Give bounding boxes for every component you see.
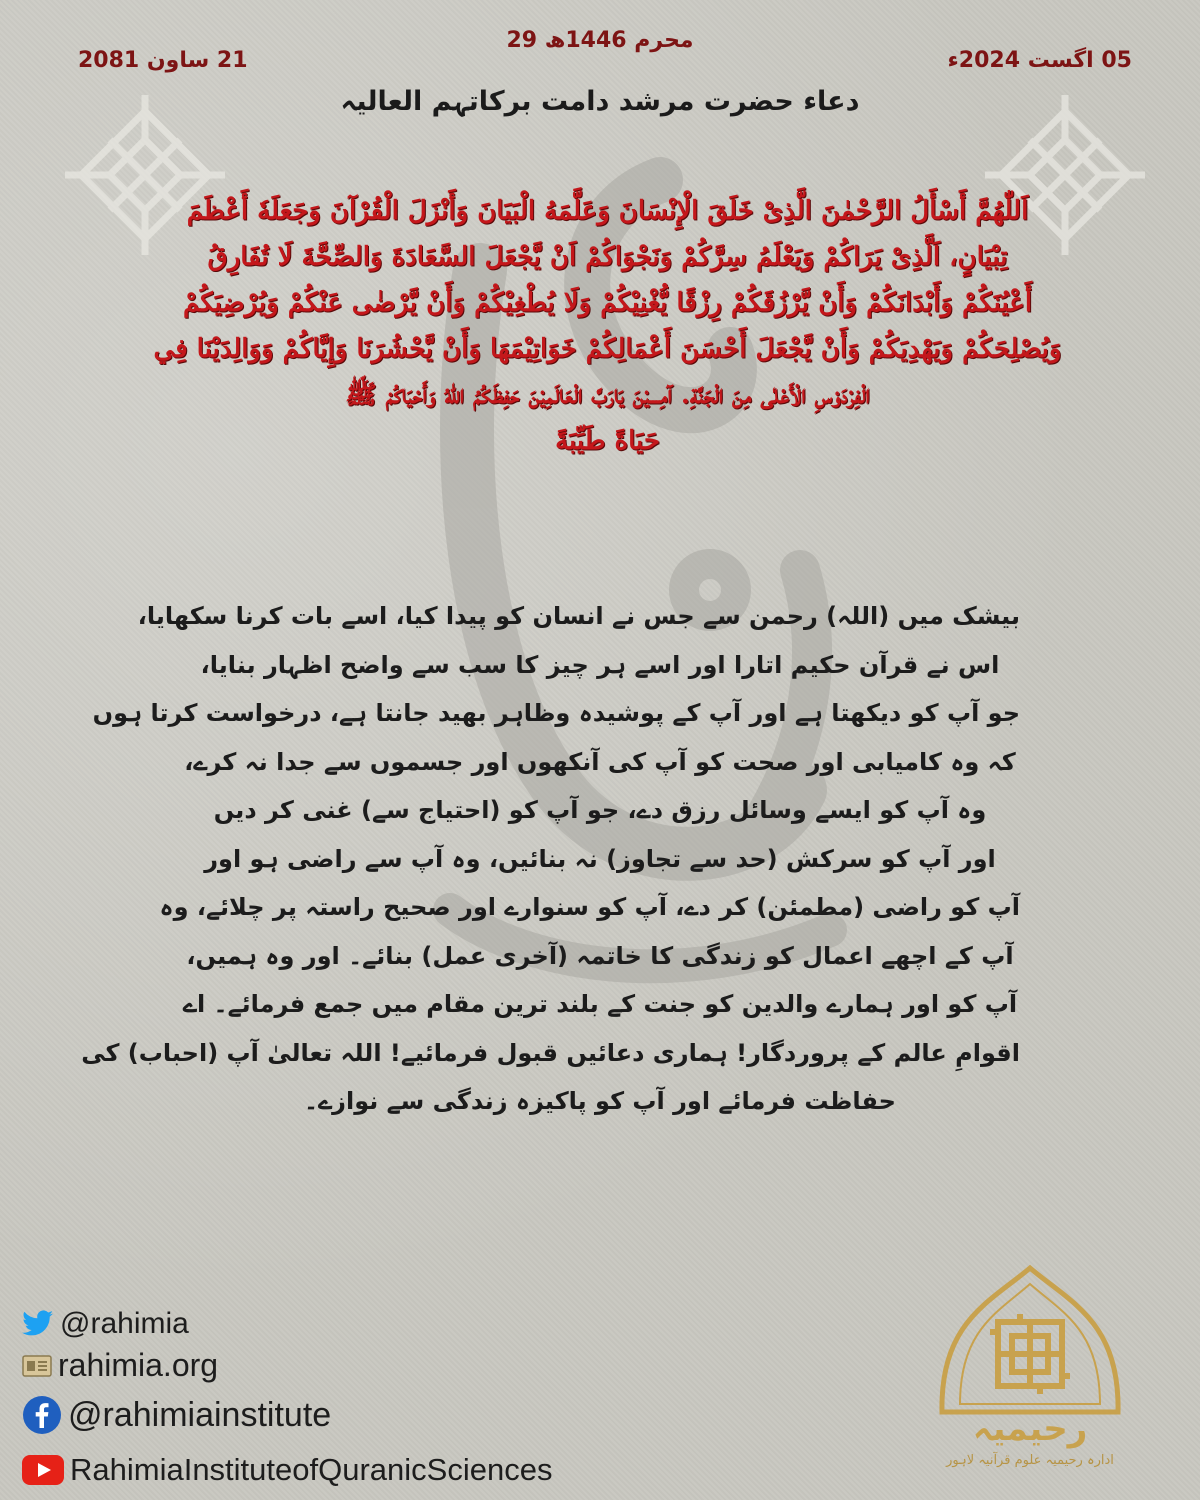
arabic-line: تِبْيَانٍ، اَلَّذِیْ يَرَاكُمْ وَيَعْلَمُ سِرَّكُمْ وَنَجْوَاكُمْ اَنْ يَّجْعَلَ السَّعَادَةَ وَالصِّحَّةَ لَا تُفَارِقُ bbox=[207, 242, 1008, 272]
gregorian-date: 05 اگست 2024ء bbox=[947, 48, 1132, 73]
arabic-line: أَعْيُنَكُمْ وَأَبْدَانَكُمْ وَأَنْ يَّرْزُقَكُمْ رِزْقًا يُّغْنِيْكُمْ وَلَا يُطْغِيْكُمْ وَأَنْ يَّرْضٰى عَنْكُمْ وَيُرْضِيَكُمْ bbox=[182, 288, 1033, 318]
urdu-translation bbox=[81, 592, 1020, 1126]
bikrami-date: 21 ساون 2081 bbox=[78, 48, 248, 73]
urdu-line: آپ کو اور ہمارے والدین کو جنت کے بلند ترین مقام میں جمع فرمائے۔ اے bbox=[182, 990, 1018, 1018]
urdu-line: اس نے قرآن حکیم اتارا اور اسے ہر چیز کا سب سے واضح اظہار بنایا، bbox=[200, 650, 1000, 679]
website-url: rahimia.org bbox=[58, 1347, 219, 1383]
urdu-line: وہ آپ کو ایسے وسائل رزق دے، جو آپ کو (احتیاج سے) غنی کر دیں bbox=[213, 796, 987, 824]
youtube-channel: RahimiaInstituteofQuranicSciences bbox=[70, 1452, 553, 1487]
institute-logo bbox=[900, 1262, 1160, 1494]
arabic-line: اَللّٰهُمَّ أَسْأَلُ الرَّحْمٰنَ الَّذِیْ خَلَقَ الْإِنْسَانَ وَعَلَّمَهُ الْبَيَانَ وَأَنْزَلَ الْقُرْآنَ وَجَعَلَهٗ أَعْظَمَ bbox=[186, 196, 1029, 226]
urdu-line: اور آپ کو سرکش (حد سے تجاوز) نہ بنائیں، وہ آپ سے راضی ہو اور bbox=[204, 844, 996, 873]
twitter-link[interactable] bbox=[22, 1307, 189, 1341]
arabic-line: حَيَاةً طَيِّبَةً bbox=[555, 426, 660, 456]
urdu-line: جو آپ کو دیکھتا ہے اور آپ کے پوشیدہ وظاہر بھید جانتا ہے، درخواست کرتا ہوں bbox=[92, 699, 1020, 727]
youtube-icon bbox=[22, 1455, 64, 1485]
arabic-line: الْفِرْدَوْسِ الْأَعْلٰى مِنَ الْجَنَّةِ. آمِـــيْنَ يَارَبَّ الْعَالَمِيْنَ حَفِظَكُمُ اللّٰهُ وَأَحْيَاكُمْ ﷺ bbox=[345, 380, 870, 410]
facebook-link[interactable] bbox=[22, 1395, 331, 1435]
arabic-line: وَيُصْلِحَكُمْ وَيَهْدِيَكُمْ وَأَنْ يَّجْعَلَ أَحْسَنَ أَعْمَالِكُمْ خَوَاتِيْمَهَا وَأَنْ يَّحْشُرَنَا وَإِيَّاكُمْ وَوَالِدَيْنَا فِي bbox=[153, 334, 1062, 364]
urdu-line: بیشک میں (اللہ) رحمن سے جس نے انسان کو پیدا کیا، اسے بات کرنا سکھایا، bbox=[137, 602, 1020, 630]
page-title: دعاء حضرت مرشد دامت برکاتہم العالیہ bbox=[340, 86, 860, 117]
facebook-icon bbox=[22, 1395, 62, 1435]
twitter-handle: @rahimia bbox=[60, 1307, 189, 1340]
urdu-line: کہ وہ کامیابی اور صحت کو آپ کی آنکھوں اور جسموں سے جدا نہ کرے، bbox=[184, 747, 1016, 776]
logo-subtitle: ادارہ رحیمیہ علوم قرآنیہ لاہور bbox=[946, 1453, 1114, 1468]
web-icon bbox=[22, 1353, 52, 1379]
facebook-handle: @rahimiainstitute bbox=[68, 1395, 332, 1434]
urdu-line: اقوامِ عالم کے پروردگار! ہماری دعائیں قبول فرمائیے! اللہ تعالیٰ آپ (احباب) کی bbox=[81, 1038, 1020, 1067]
youtube-link[interactable] bbox=[22, 1452, 552, 1488]
twitter-icon bbox=[22, 1310, 54, 1338]
website-link[interactable] bbox=[22, 1347, 218, 1384]
urdu-line: آپ کو راضی (مطمئن) کر دے، آپ کو سنوارے اور صحیح راستہ پر چلائے، وہ bbox=[159, 893, 1020, 921]
urdu-line: حفاظت فرمائے اور آپ کو پاکیزہ زندگی سے نوازے۔ bbox=[304, 1087, 896, 1115]
hijri-date: 29 محرم 1446ھ bbox=[506, 28, 694, 53]
logo-name: رحیمیہ bbox=[972, 1409, 1088, 1449]
arabic-dua bbox=[90, 188, 1125, 464]
urdu-line: آپ کے اچھے اعمال کو زندگی کا خاتمہ (آخری عمل) بنائے۔ اور وہ ہمیں، bbox=[186, 941, 1014, 970]
